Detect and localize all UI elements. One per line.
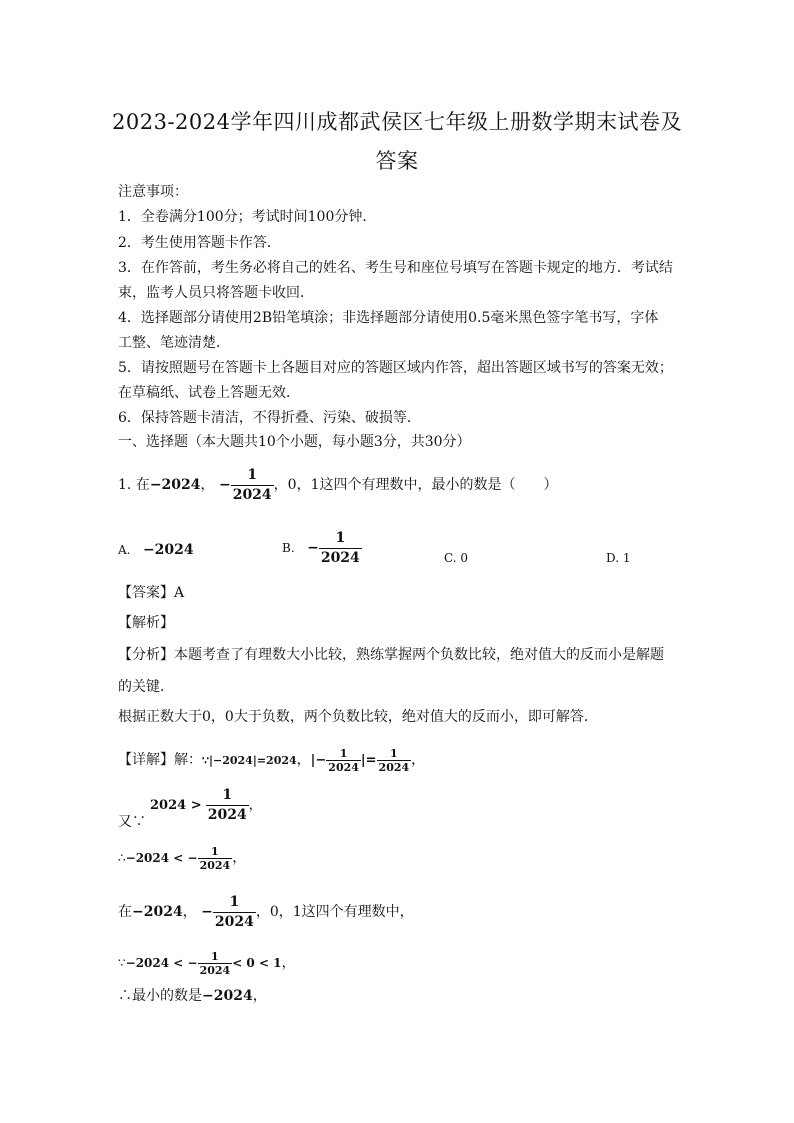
detail-you: 又∵ [118,814,146,830]
answer: 【答案】A [118,585,185,601]
title-line-1: 2023-2024学年四川成都武侯区七年级上册数学期末试卷及 [112,110,682,134]
detail-fraction-6-num: 1 [211,950,219,963]
detail-line-3 [118,838,246,878]
q1-option-a-value: −2024 [142,542,194,558]
detail-mid-text: ，0，1这四个有理数中， [255,904,414,920]
detail-so-1: ∴ [118,851,126,865]
detail-chain-right: < 0 < 1 [232,956,282,970]
detail-label: 【详解】解： [118,752,202,768]
detail-eq1: ∵|−2024|=2024 [202,754,297,767]
detail-comma-6: ， [281,955,296,971]
detail-neg2024: −2024 [132,904,183,920]
detail-fraction-1 [326,747,361,774]
notice-4b: 工整、笔迹清楚． [118,335,230,351]
detail-fraction-5-num: 1 [229,893,240,910]
notice-2: 2．考生使用答题卡作答． [118,235,281,251]
q1-option-b-num: 1 [335,529,346,546]
notice-5a: 5．请按照题号在答题卡上各题目对应的答题区域内作答，超出答题区域书写的答案无效； [118,360,673,376]
q1-option-c: C. 0 [444,551,469,565]
notice-heading: 注意事项： [118,184,188,200]
detail-comma-4: ， [232,850,247,866]
detail-fraction-6 [198,950,233,977]
q1-option-d: D. 1 [606,551,631,565]
q1-option-b-den: 2024 [320,549,360,566]
detail-comma-5: ， [182,904,197,920]
q1-fraction-den: 2024 [232,486,272,503]
analysis-heading: 【解析】 [118,615,174,631]
detail-lt-left: −2024 < − [125,851,198,865]
detail-fraction-2-den: 2024 [378,760,410,774]
detail-final-value: −2024 [202,988,253,1004]
q1-option-b-minus: − [307,540,319,556]
detail-fraction-2-num: 1 [390,746,398,760]
detail-fraction-3 [206,786,249,825]
analysis-line-2: 的关键． [118,679,174,695]
q1-comma: ， [200,477,215,493]
detail-fraction-3-num: 1 [222,787,233,803]
detail-abs-close: |= [360,753,377,768]
notice-3b: 束，监考人员只将答题卡收回． [118,285,314,301]
detail-fraction-6-den: 2024 [199,964,231,977]
detail-fraction-2 [377,747,412,774]
notice-4a: 4．选择题部分请使用2B铅笔填涂；非选择题部分请使用0.5毫米黑色签字笔书写，字体 [118,310,659,326]
detail-zai: 在 [118,904,132,920]
detail-final-prefix: ∴最小的数是 [118,988,202,1004]
detail-fraction-3-den: 2024 [207,807,247,823]
detail-line-4 [118,888,414,936]
q1-fraction-num: 1 [247,466,258,483]
q1-option-b [282,524,362,572]
detail-comma-1: ， [296,752,311,768]
q1-option-a-label: A. [118,543,131,557]
q1-minus: − [218,477,231,493]
analysis-line-1: 【分析】本题考查了有理数大小比较，熟练掌握两个负数比较，绝对值大的反而小是解题 [118,647,664,663]
detail-chain-left: −2024 < − [125,956,198,970]
detail-minus: − [201,904,213,920]
detail-since: ∵ [118,956,126,970]
detail-line-6 [118,986,267,1006]
detail-fraction-4 [198,845,233,872]
detail-fraction-5-den: 2024 [214,913,254,930]
notice-3a: 3．在作答前，考生务必将自己的姓名、考生号和座位号填写在答题卡规定的地方．考试结 [118,260,673,276]
detail-gt: 2024 > [150,798,202,813]
detail-final-suffix: ， [252,988,267,1004]
section-1-heading: 一、选择题（本大题共10个小题，每小题3分，共30分） [118,434,471,450]
detail-line-2-expr [150,786,262,826]
detail-line-1 [118,738,425,782]
detail-line-5 [118,943,296,983]
q1-option-b-fraction [319,529,362,568]
detail-comma-2: ， [411,752,426,768]
analysis-line-3: 根据正数大于0，0大于负数，两个负数比较，绝对值大的反而小，即可解答． [118,709,598,725]
q1-neg2024: −2024 [149,477,201,493]
q1-fraction [231,466,274,505]
detail-fraction-5 [213,893,256,932]
detail-fraction-4-den: 2024 [199,859,231,872]
detail-fraction-4-num: 1 [211,845,219,858]
detail-comma-3: ， [248,798,262,813]
title-line-2: 答案 [375,149,419,173]
q1-prefix: 1. 在 [118,477,150,493]
question-1 [118,460,558,510]
notice-6: 6．保持答题卡清洁，不得折叠、污染、破损等． [118,410,421,426]
q1-option-a [118,528,194,572]
detail-abs-open: |− [310,753,327,768]
q1-suffix: ，0，1这四个有理数中，最小的数是（ ） [273,477,558,493]
detail-fraction-1-num: 1 [339,746,348,760]
detail-fraction-1-den: 2024 [328,760,359,774]
notice-1: 1．全卷满分100分；考试时间100分钟． [118,209,377,225]
q1-option-b-label: B. [282,541,295,555]
notice-5b: 在草稿纸、试卷上答题无效． [118,385,300,401]
